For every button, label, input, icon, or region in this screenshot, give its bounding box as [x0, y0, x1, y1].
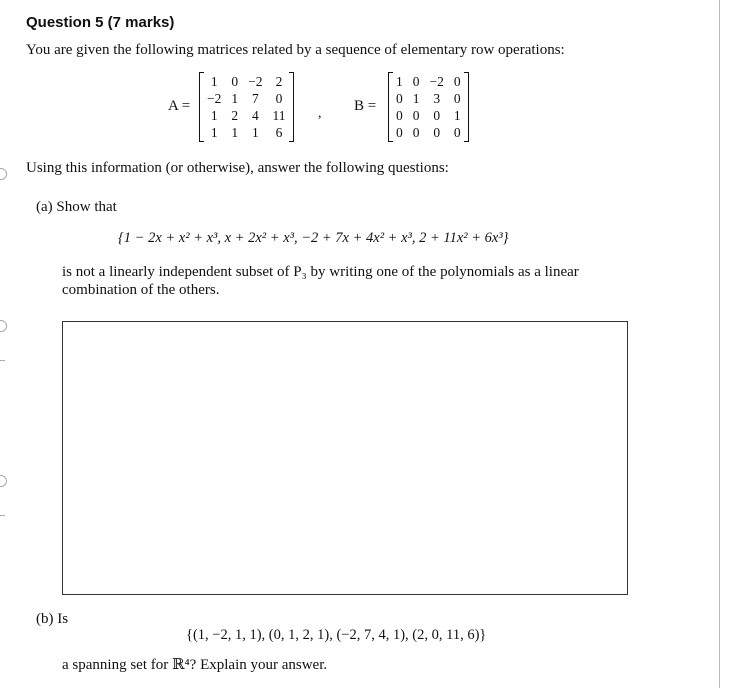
- matrix-a-entry: 1: [210, 125, 218, 140]
- matrix-b-row: [391, 90, 466, 107]
- matrix-a-entry: 0: [275, 91, 283, 106]
- matrix-b-entry: 1: [412, 91, 420, 106]
- matrix-a-entry: 0: [231, 74, 239, 89]
- part-b-label: (b) Is: [36, 611, 69, 627]
- matrix-b-entry: 0: [433, 108, 441, 123]
- matrix-a-entry: 2: [231, 108, 239, 123]
- matrix-a-row: [202, 90, 291, 107]
- matrix-a-entry: 1: [210, 108, 218, 123]
- margin-mark: [0, 168, 7, 180]
- matrix-b-row: [391, 124, 466, 141]
- question-intro: You are given the following matrices related by a sequence of elementary row operations:: [26, 42, 565, 58]
- matrix-b-entry: 0: [412, 74, 420, 89]
- matrix-b-entry: 3: [433, 91, 441, 106]
- part-a-text: is not a linearly independent subset of P₃ by writing one of the polynomials as a linear combination of the others.: [62, 264, 579, 298]
- matrix-a-row: [202, 107, 291, 124]
- vector-set: {(1, −2, 1, 1), (0, 1, 2, 1), (−2, 7, 4, 1), (2, 0, 11, 6)}: [186, 627, 487, 643]
- matrix-b-entry: 0: [453, 91, 461, 106]
- matrix-b-entry: 0: [433, 125, 441, 140]
- matrix-b-row: [391, 107, 466, 124]
- part-a-label: (a) Show that: [36, 199, 117, 215]
- matrix-b-entry: 1: [396, 74, 403, 89]
- matrix-b-row: [391, 73, 466, 90]
- polynomial-set: {1 − 2x + x² + x³, x + 2x² + x³, −2 + 7x + 4x² + x³, 2 + 11x² + 6x³}: [118, 230, 509, 246]
- matrix-a-entry: −2: [207, 91, 222, 106]
- matrix-a-entry: 6: [275, 125, 283, 140]
- matrix-b-entry: 0: [453, 74, 461, 89]
- matrix-b-entry: 0: [396, 108, 403, 123]
- matrix-a-entry: 1: [210, 74, 218, 89]
- matrix-b-entry: 0: [396, 125, 403, 140]
- matrix-b-entry: 0: [396, 91, 403, 106]
- matrix-a-entry: 11: [272, 108, 286, 123]
- matrix-b-entry: 1: [453, 108, 461, 123]
- margin-mark: [0, 320, 7, 332]
- margin-tick: [0, 515, 5, 516]
- matrix-a-row: [202, 73, 291, 90]
- answer-box[interactable]: [62, 321, 628, 595]
- matrix-a-label: A =: [168, 98, 191, 114]
- matrix-a-entry: 1: [231, 125, 239, 140]
- matrix-separator: ,: [318, 106, 322, 121]
- matrix-b-entry: 0: [412, 108, 420, 123]
- matrix-b: [388, 72, 469, 142]
- matrix-a-entry: 2: [275, 74, 283, 89]
- matrix-a-row: [202, 124, 291, 141]
- margin-mark: [0, 475, 7, 487]
- page-edge-rule: [719, 0, 720, 688]
- matrix-a-entry: 7: [251, 91, 259, 106]
- matrix-b-entry: 0: [453, 125, 461, 140]
- matrix-b-entry: 0: [412, 125, 420, 140]
- matrix-a: [199, 72, 294, 142]
- instructions-text: Using this information (or otherwise), answer the following questions:: [26, 160, 449, 176]
- matrix-a-entry: 1: [251, 125, 259, 140]
- matrix-b-label: B =: [354, 98, 377, 114]
- matrix-a-entry: 4: [251, 108, 259, 123]
- question-title: Question 5 (7 marks): [26, 14, 175, 31]
- matrix-b-entry: −2: [429, 74, 444, 89]
- matrix-a-entry: −2: [248, 74, 263, 89]
- matrix-a-entry: 1: [231, 91, 239, 106]
- part-b-text: a spanning set for ℝ⁴? Explain your answer.: [62, 657, 328, 673]
- margin-tick: [0, 360, 5, 361]
